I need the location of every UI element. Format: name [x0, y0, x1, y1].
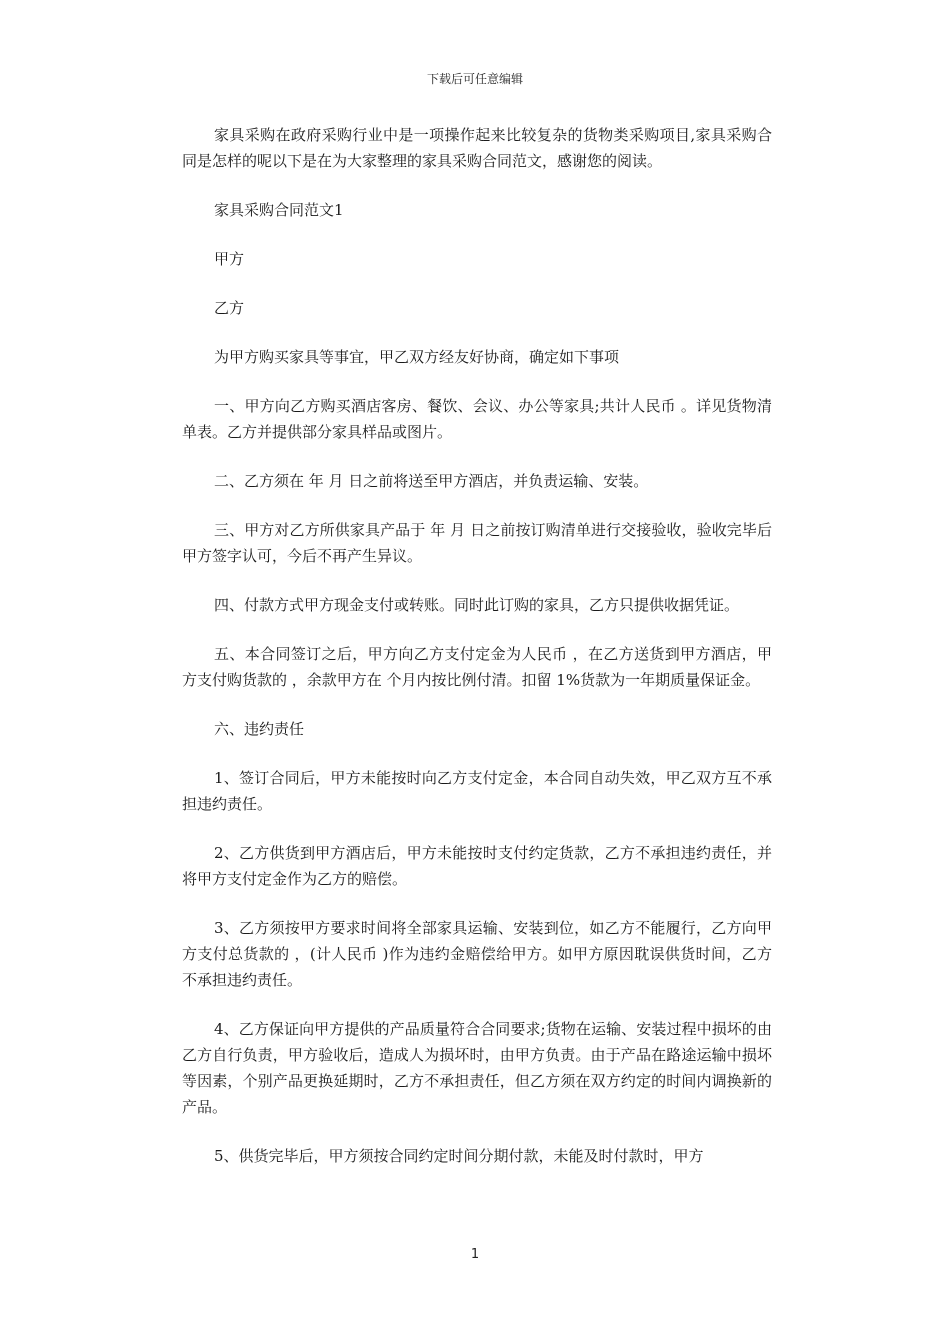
- clause-2: 二、乙方须在 年 月 日之前将送至甲方酒店，并负责运输、安装。: [214, 472, 649, 490]
- clause-5: 五、本合同签订之后，甲方向乙方支付定金为人民币 ，在乙方送货到甲方酒店，甲方支付购货款的 ，余款甲方在 个月内按比例付清。扣留 1%货款为一年期质量保证金。: [182, 645, 772, 689]
- liability-item-2: 2、乙方供货到甲方酒店后，甲方未能按时支付约定货款，乙方不承担违约责任，并将甲方支付定金作为乙方的赔偿。: [182, 844, 772, 888]
- clause-1: 一、甲方向乙方购买酒店客房、餐饮、会议、办公等家具;共计人民币 。详见货物清单表。乙方并提供部分家具样品或图片。: [182, 397, 772, 441]
- page-header: 下载后可任意编辑: [426, 72, 523, 86]
- page-number: 1: [470, 1247, 480, 1262]
- liability-item-1: 1、签订合同后，甲方未能按时向乙方支付定金，本合同自动失效，甲乙双方互不承担违约责任。: [182, 769, 772, 813]
- clause-4: 四、付款方式甲方现金支付或转账。同时此订购的家具，乙方只提供收据凭证。: [214, 596, 740, 614]
- clause-3: 三、甲方对乙方所供家具产品于 年 月 日之前按订购清单进行交接验收，验收完毕后甲方签字认可，今后不再产生异议。: [182, 521, 772, 565]
- preamble-paragraph: 为甲方购买家具等事宜，甲乙双方经友好协商，确定如下事项: [214, 348, 620, 366]
- intro-paragraph: 家具采购在政府采购行业中是一项操作起来比较复杂的货物类采购项目,家具采购合同是怎样的呢以下是在为大家整理的家具采购合同范文，感谢您的阅读。: [182, 126, 772, 170]
- party-b-label: 乙方: [214, 299, 245, 317]
- liability-item-4: 4、乙方保证向甲方提供的产品质量符合合同要求;货物在运输、安装过程中损坏的由乙方自行负责，甲方验收后，造成人为损坏时，由甲方负责。由于产品在路途运输中损坏等因素，个别产品更换延期时，乙方不承担责任，但乙方须在双方约定的时间内调换新的产品。: [182, 1020, 772, 1116]
- liability-item-3: 3、乙方须按甲方要求时间将全部家具运输、安装到位，如乙方不能履行，乙方向甲方支付总货款的 ，(计人民币 )作为违约金赔偿给甲方。如甲方原因耽误供货时间，乙方不承担违约责任。: [182, 919, 772, 989]
- contract-title: 家具采购合同范文1: [214, 201, 344, 219]
- clause-6-heading: 六、违约责任: [214, 720, 305, 738]
- party-a-label: 甲方: [214, 250, 245, 268]
- liability-item-5: 5、供货完毕后，甲方须按合同约定时间分期付款，未能及时付款时，甲方: [214, 1147, 704, 1165]
- document-body: [182, 122, 772, 1192]
